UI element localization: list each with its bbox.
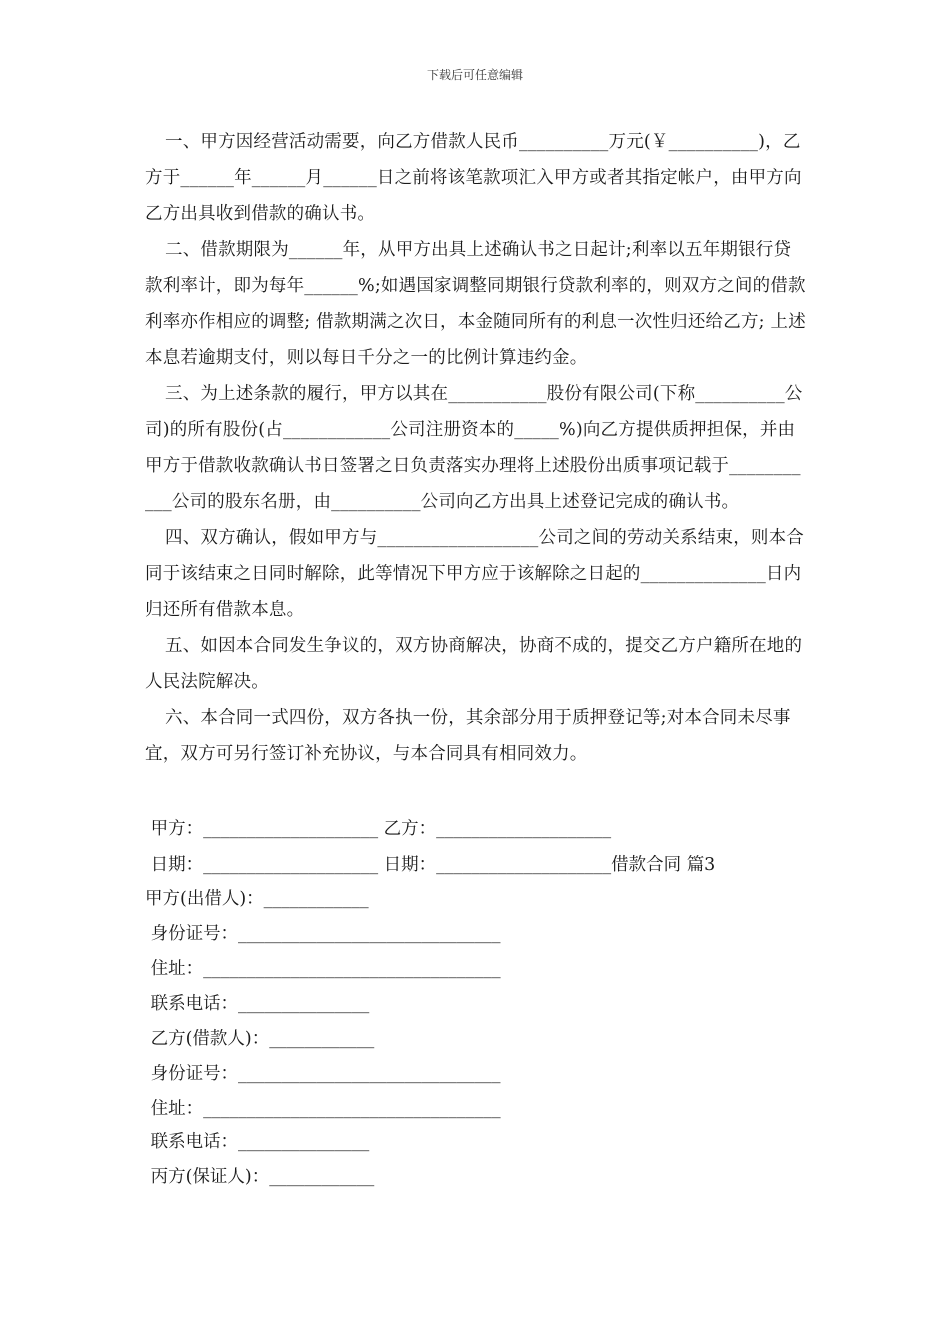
clause-1: 一、甲方因经营活动需要，向乙方借款人民币__________万元(￥__________)，乙方于______年______月______日之前将该笔款项汇入甲方或者其指定帐户，由甲方向乙方出具收到借款的确认书。 — [145, 132, 802, 224]
guarantor-label: 丙方(保证人)：____________ — [145, 1167, 375, 1187]
signature-parties: 甲方：____________________ 乙方：____________________ — [145, 819, 612, 839]
page-header: 下载后可任意编辑 — [426, 68, 523, 82]
clause-3: 三、为上述条款的履行，甲方以其在___________股份有限公司(下称__________公司)的所有股份(占____________公司注册资本的_____%)向乙方提供质押担保，并由甲方于借款收款确认书日签署之日负责落实办理将上述股份出质事项记载于___________公司的股东名册，由__________公司向乙方出具上述登记完成的确认书。 — [145, 384, 803, 512]
borrower-id-number: 身份证号：______________________________ — [145, 1064, 501, 1084]
lender-label: 甲方(出借人)：____________ — [145, 889, 369, 909]
borrower-address: 住址：__________________________________ — [145, 1099, 501, 1119]
lender-address: 住址：__________________________________ — [145, 959, 501, 979]
signature-dates: 日期：____________________ 日期：____________________借款合同 篇3 — [145, 855, 716, 875]
contract-body — [145, 124, 807, 772]
clause-5: 五、如因本合同发生争议的，双方协商解决，协商不成的，提交乙方户籍所在地的人民法院解决。 — [145, 636, 803, 692]
lender-id-number: 身份证号：______________________________ — [145, 924, 501, 944]
borrower-phone: 联系电话：_______________ — [145, 1132, 370, 1152]
borrower-label: 乙方(借款人)：____________ — [145, 1029, 375, 1049]
lender-phone: 联系电话：_______________ — [145, 994, 370, 1014]
clause-4: 四、双方确认，假如甲方与__________________公司之间的劳动关系结束，则本合同于该结束之日同时解除，此等情况下甲方应于该解除之日起的______________日内归还所有借款本息。 — [145, 528, 804, 620]
clause-6: 六、本合同一式四份，双方各执一份，其余部分用于质押登记等;对本合同未尽事宜，双方可另行签订补充协议，与本合同具有相同效力。 — [145, 708, 791, 764]
clause-2: 二、借款期限为______年，从甲方出具上述确认书之日起计;利率以五年期银行贷款利率计，即为每年______%;如遇国家调整同期银行贷款利率的，则双方之间的借款利率亦作相应的调整; 借款期满之次日，本金随同所有的利息一次性归还给乙方; 上述本息若逾期支付，则以每日千分之一的比例计算违约金。 — [145, 240, 806, 368]
